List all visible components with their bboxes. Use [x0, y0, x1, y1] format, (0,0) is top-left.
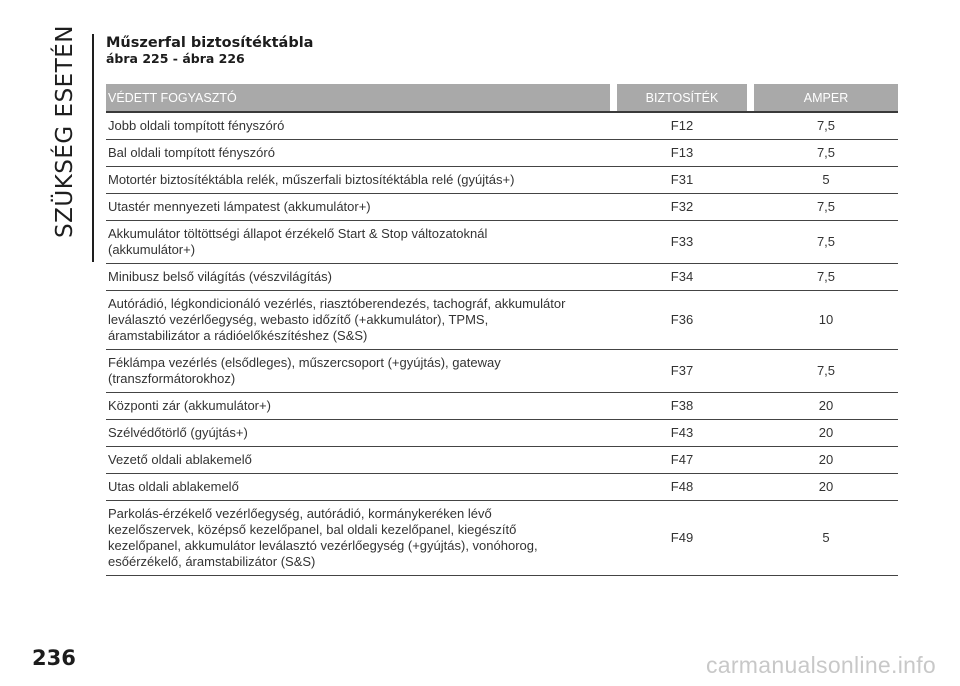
- fuse-cell: F13: [617, 140, 747, 167]
- fuse-cell: F37: [617, 350, 747, 393]
- fuse-cell: F12: [617, 112, 747, 140]
- fuse-cell: F34: [617, 264, 747, 291]
- cell-gap: [747, 350, 754, 393]
- page-number: 236: [32, 646, 76, 670]
- consumer-cell: [106, 350, 610, 393]
- table-row: [106, 264, 898, 291]
- fuse-cell: F36: [617, 291, 747, 350]
- consumer-line: kezelőpanel, akkumulátor leválasztó vezérlőegység (+gyújtás), vonóhorog,: [108, 538, 538, 553]
- section-side-title-text: SZÜKSÉG ESETÉN: [52, 25, 78, 238]
- consumer-line: Jobb oldali tompított fényszóró: [108, 118, 285, 133]
- fuse-table-body: [106, 112, 898, 576]
- amp-cell: 20: [754, 474, 898, 501]
- figure-reference: ábra 225 - ábra 226: [106, 51, 245, 66]
- cell-gap: [610, 291, 617, 350]
- amp-cell: 7,5: [754, 140, 898, 167]
- cell-gap: [747, 393, 754, 420]
- cell-gap: [610, 420, 617, 447]
- table-row: [106, 501, 898, 576]
- fuse-table: [106, 84, 898, 576]
- table-row: [106, 112, 898, 140]
- consumer-line: Bal oldali tompított fényszóró: [108, 145, 275, 160]
- consumer-cell: [106, 420, 610, 447]
- cell-gap: [610, 221, 617, 264]
- consumer-line: áramstabilizátor a rádióelőkészítéshez (S&S): [108, 328, 368, 343]
- consumer-line: kezelőszervek, középső kezelőpanel, bal oldali kezelőpanel, kiegészítő: [108, 522, 517, 537]
- table-row: [106, 447, 898, 474]
- fuse-cell: F49: [617, 501, 747, 576]
- cell-gap: [747, 501, 754, 576]
- table-row: [106, 393, 898, 420]
- side-vertical-rule: [92, 34, 94, 262]
- consumer-cell: [106, 140, 610, 167]
- cell-gap: [747, 167, 754, 194]
- cell-gap: [610, 350, 617, 393]
- table-row: [106, 167, 898, 194]
- consumer-line: Vezető oldali ablakemelő: [108, 452, 252, 467]
- consumer-cell: [106, 264, 610, 291]
- cell-gap: [747, 140, 754, 167]
- consumer-line: Minibusz belső világítás (vészvilágítás): [108, 269, 332, 284]
- consumer-line: Féklámpa vezérlés (elsődleges), műszercsoport (+gyújtás), gateway: [108, 355, 501, 370]
- consumer-cell: [106, 221, 610, 264]
- consumer-cell: [106, 474, 610, 501]
- header-gap: [747, 84, 754, 112]
- consumer-line: (akkumulátor+): [108, 242, 196, 257]
- table-row: [106, 221, 898, 264]
- section-heading: [106, 35, 313, 66]
- fuse-cell: F48: [617, 474, 747, 501]
- consumer-cell: [106, 167, 610, 194]
- cell-gap: [747, 112, 754, 140]
- table-row: [106, 420, 898, 447]
- section-side-title: [52, 25, 88, 238]
- cell-gap: [747, 291, 754, 350]
- cell-gap: [610, 474, 617, 501]
- cell-gap: [610, 393, 617, 420]
- cell-gap: [747, 221, 754, 264]
- amp-cell: 7,5: [754, 264, 898, 291]
- amp-cell: 5: [754, 167, 898, 194]
- cell-gap: [610, 140, 617, 167]
- amp-cell: 7,5: [754, 350, 898, 393]
- header-amp: AMPER: [754, 84, 898, 112]
- amp-cell: 20: [754, 393, 898, 420]
- table-row: [106, 194, 898, 221]
- cell-gap: [610, 264, 617, 291]
- header-fuse: BIZTOSÍTÉK: [617, 84, 747, 112]
- fuse-cell: F43: [617, 420, 747, 447]
- fuse-table-header-row: [106, 84, 898, 112]
- consumer-cell: [106, 447, 610, 474]
- cell-gap: [610, 501, 617, 576]
- cell-gap: [747, 447, 754, 474]
- cell-gap: [610, 112, 617, 140]
- fuse-cell: F33: [617, 221, 747, 264]
- amp-cell: 7,5: [754, 112, 898, 140]
- fuse-cell: F38: [617, 393, 747, 420]
- consumer-line: Akkumulátor töltöttségi állapot érzékelő Start & Stop változatoknál: [108, 226, 488, 241]
- fuse-cell: F32: [617, 194, 747, 221]
- consumer-line: leválasztó vezérlőegység, webasto időzítő (+akkumulátor), TPMS,: [108, 312, 489, 327]
- amp-cell: 20: [754, 420, 898, 447]
- header-protected-consumer: VÉDETT FOGYASZTÓ: [106, 84, 610, 112]
- table-row: [106, 474, 898, 501]
- amp-cell: 7,5: [754, 194, 898, 221]
- fuse-cell: F31: [617, 167, 747, 194]
- consumer-cell: [106, 393, 610, 420]
- consumer-line: Utastér mennyezeti lámpatest (akkumulátor+): [108, 199, 371, 214]
- cell-gap: [610, 447, 617, 474]
- consumer-cell: [106, 112, 610, 140]
- consumer-cell: [106, 501, 610, 576]
- cell-gap: [747, 194, 754, 221]
- consumer-line: Parkolás-érzékelő vezérlőegység, autórádió, kormánykeréken lévő: [108, 506, 492, 521]
- consumer-cell: [106, 194, 610, 221]
- amp-cell: 5: [754, 501, 898, 576]
- table-row: [106, 291, 898, 350]
- consumer-line: Utas oldali ablakemelő: [108, 479, 239, 494]
- header-gap: [610, 84, 617, 112]
- fuse-cell: F47: [617, 447, 747, 474]
- consumer-line: Autórádió, légkondicionáló vezérlés, riasztóberendezés, tachográf, akkumulátor: [108, 296, 566, 311]
- consumer-line: Motortér biztosítéktábla relék, műszerfali biztosítéktábla relé (gyújtás+): [108, 172, 515, 187]
- amp-cell: 10: [754, 291, 898, 350]
- cell-gap: [747, 474, 754, 501]
- cell-gap: [747, 420, 754, 447]
- table-row: [106, 140, 898, 167]
- consumer-cell: [106, 291, 610, 350]
- cell-gap: [610, 167, 617, 194]
- cell-gap: [610, 194, 617, 221]
- consumer-line: (transzformátorokhoz): [108, 371, 236, 386]
- page-title: Műszerfal biztosítéktábla: [106, 35, 314, 51]
- amp-cell: 20: [754, 447, 898, 474]
- consumer-line: Szélvédőtörlő (gyújtás+): [108, 425, 248, 440]
- amp-cell: 7,5: [754, 221, 898, 264]
- consumer-line: Központi zár (akkumulátor+): [108, 398, 271, 413]
- table-row: [106, 350, 898, 393]
- watermark: carmanualsonline.info: [705, 652, 936, 678]
- cell-gap: [747, 264, 754, 291]
- consumer-line: esőérzékelő, áramstabilizátor (S&S): [108, 554, 316, 569]
